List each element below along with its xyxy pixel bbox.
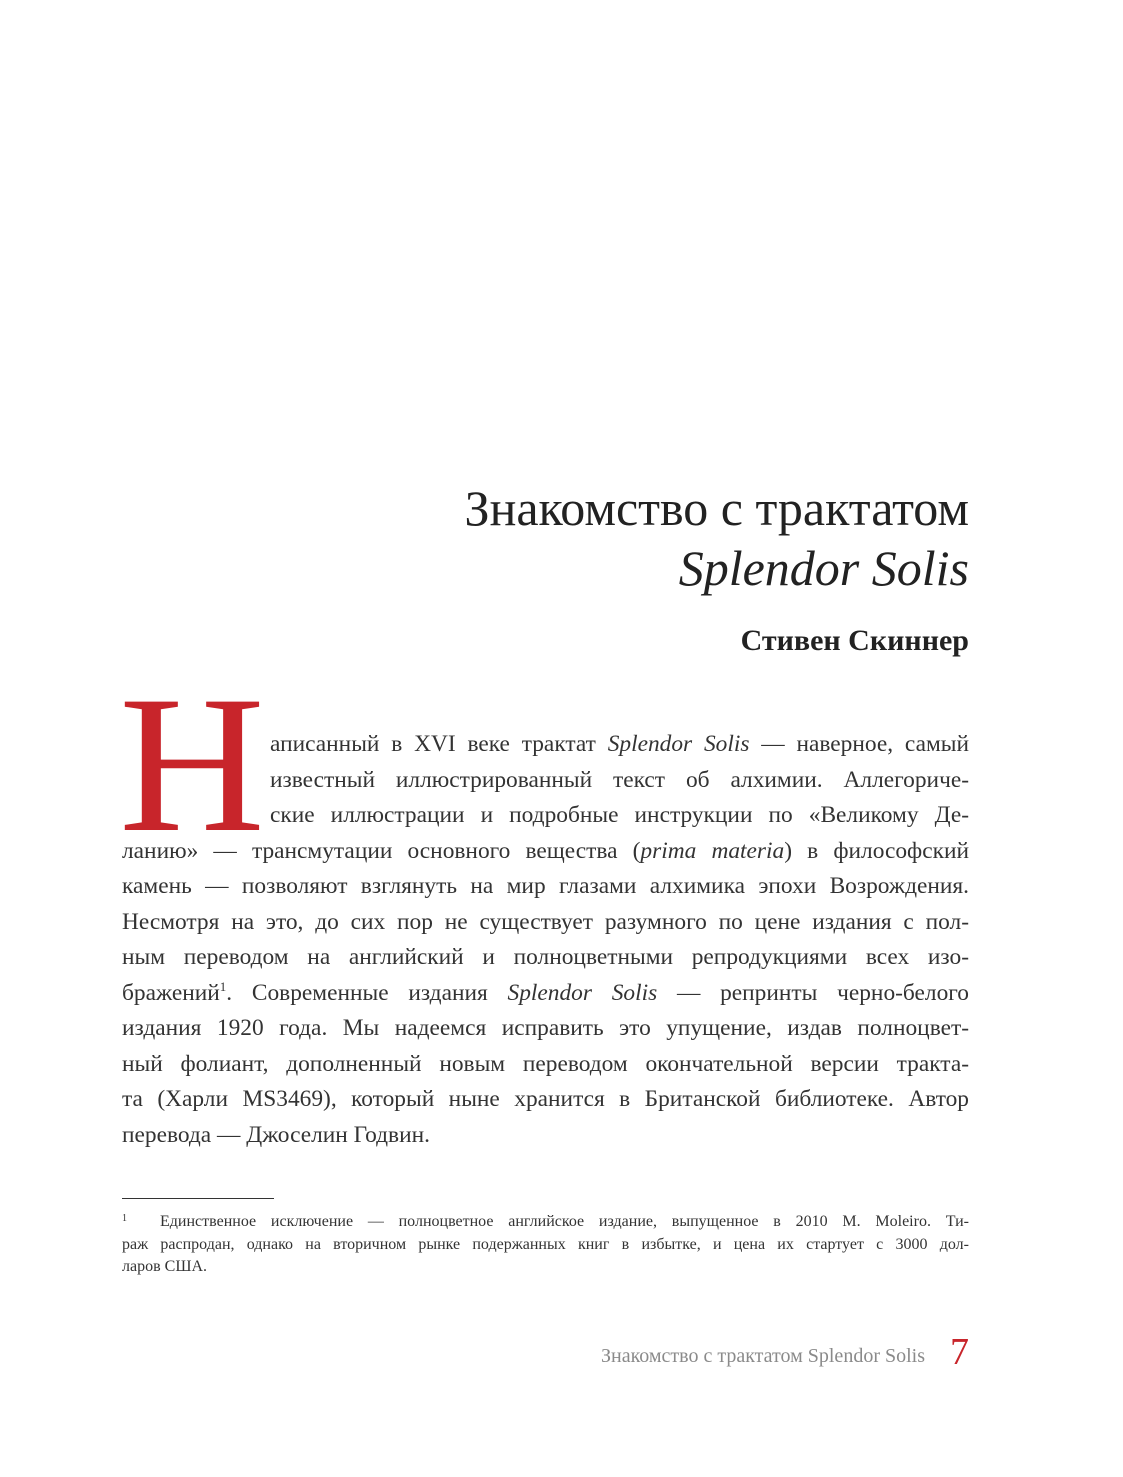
body-line: известный иллюстрированный текст об алхимии. Аллегориче- [270,766,969,793]
chapter-title [269,478,969,598]
chapter-title-line-2: Splendor Solis [678,540,969,596]
footnote-number: 1 [122,1213,127,1224]
footnote-line: ларов США. [122,1258,208,1275]
body-line: ские иллюстрации и подробные инструкции по «Великому Де- [270,802,969,828]
text-run: — репринты черно-белого [657,979,969,1006]
text-run: . Современные издания [226,979,508,1006]
footnote-reference[interactable]: 1 [219,978,227,994]
footnote-divider [122,1198,274,1199]
body-line: ный фолиант, дополненный новым переводом окончательной версии тракта- [122,1050,969,1077]
body-line [122,834,969,870]
text-run: бражений [122,979,220,1006]
body-line: ным переводом на английский и полноцветными репродукциями всех изо- [122,944,969,970]
chapter-title-line-1: Знакомство с трактатом [464,480,969,536]
italic-run: Splendor Solis [607,731,750,757]
body-paragraph [122,727,969,1153]
italic-run: Splendor Solis [507,979,658,1006]
text-run: ) в философский [784,837,969,864]
footnote [122,1208,969,1279]
body-line: перевода — Джоселин Годвин. [122,1121,430,1148]
text-run: ланию» — трансмутации основного вещества ( [122,837,641,864]
author-name: Стивен Скиннер [740,624,969,657]
body-line [122,976,969,1012]
running-header: Знакомство с трактатом Splendor Solis [600,1345,925,1367]
body-line: Несмотря на это, до сих пор не существует разумного по цене издания с пол- [122,908,969,935]
footnote-line: раж распродан, однако на вторичном рынке подержанных книг в избытке, и цена их стартует с 3000 дол- [122,1235,969,1253]
drop-cap-glyph: Н [119,688,265,836]
body-line: издания 1920 года. Мы надеемся исправить это упущение, издав полноцвет- [122,1015,969,1041]
footnote-line [122,1208,969,1234]
page-number: 7 [950,1331,969,1373]
body-line: та (Харли MS3469), который ныне хранится в Британской библиотеке. Автор [122,1086,969,1112]
body-line: камень — позволяют взглянуть на мир глазами алхимика эпохи Возрождения. [122,873,969,899]
body-line [122,727,969,763]
text-run: — наверное, самый [749,731,969,757]
text-run: аписанный в XVI веке трактат [270,731,608,757]
text-run: Единственное исключение — полноцветное английское издание, выпущенное в 2010 M. Moleiro. Ти- [160,1213,969,1230]
italic-run: prima materia [640,837,785,864]
